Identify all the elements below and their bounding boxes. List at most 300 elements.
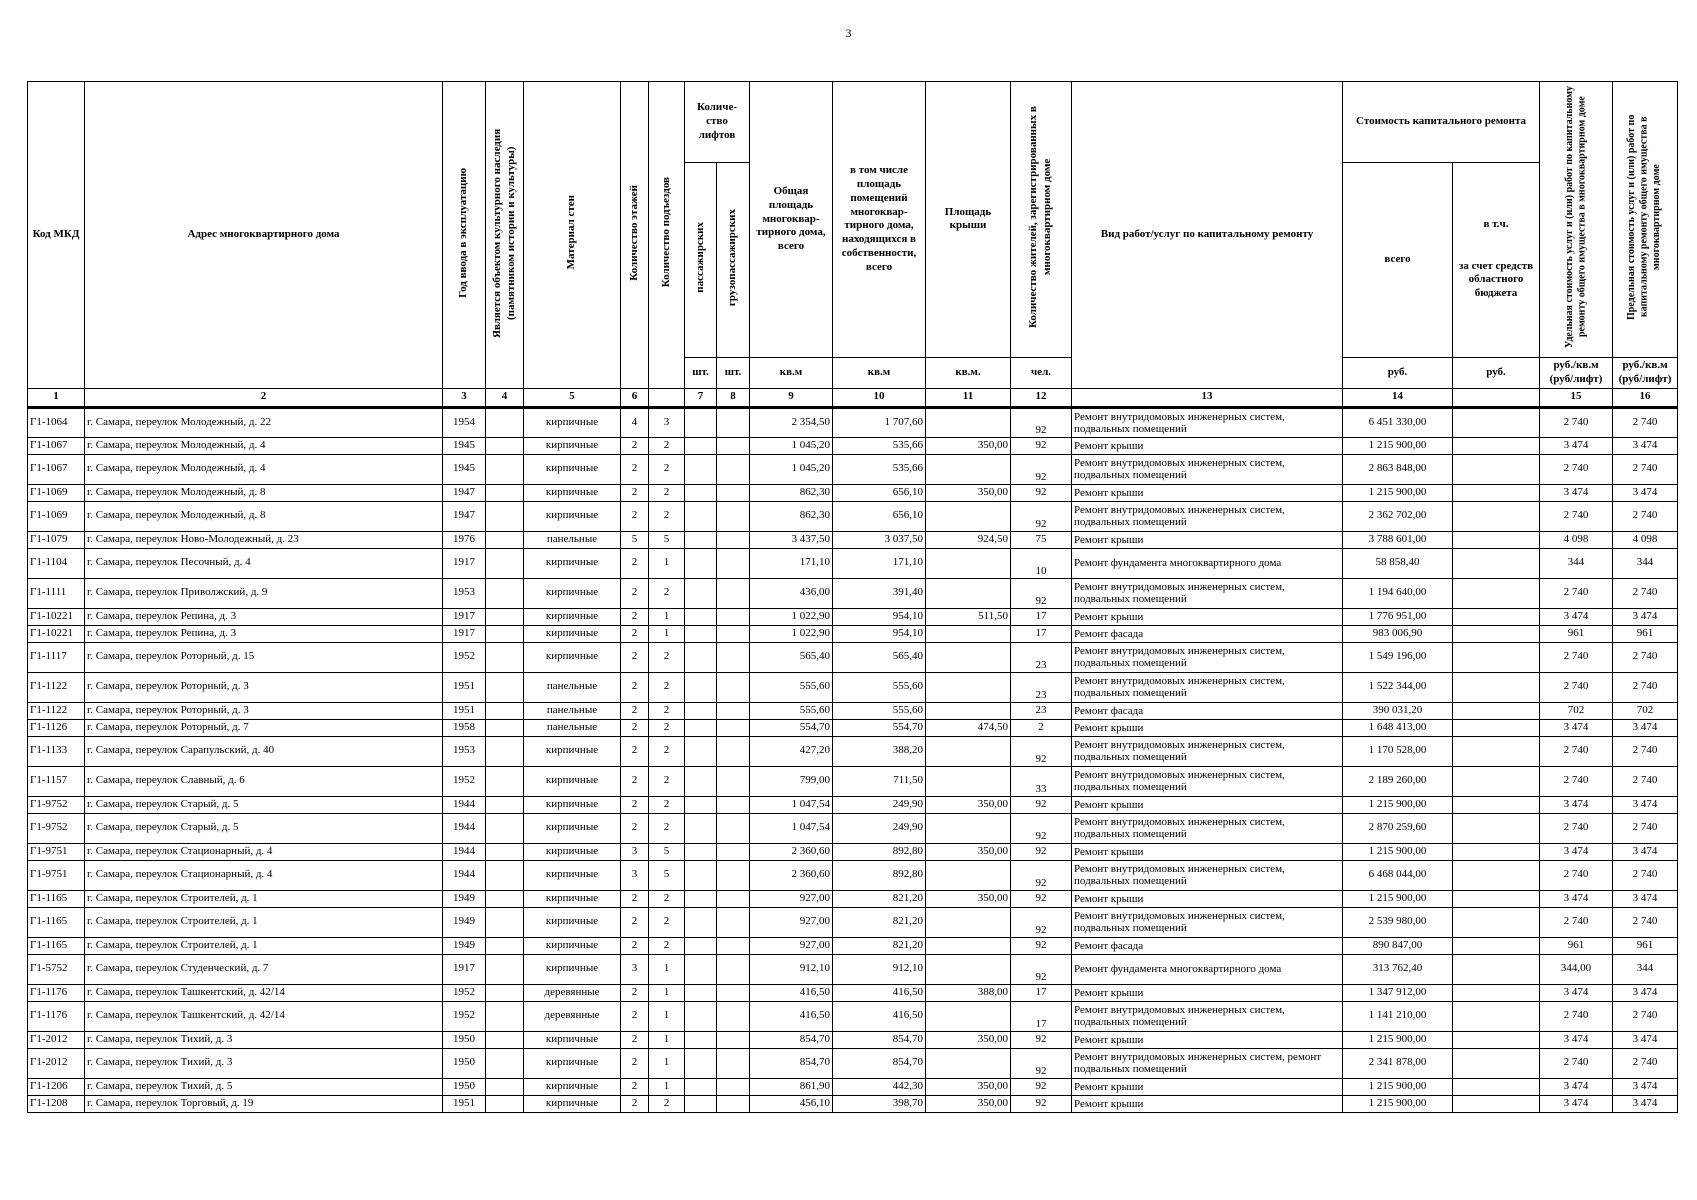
cell-lifts-cargo	[717, 736, 750, 766]
cell-year: 1944	[443, 796, 486, 813]
cell-entrances: 1	[649, 1078, 685, 1095]
cell-lifts-passenger	[685, 1001, 717, 1031]
cell-roof-area	[926, 860, 1011, 890]
table-row	[28, 608, 1678, 625]
cell-area-total: 2 360,60	[750, 843, 833, 860]
cell-lifts-cargo	[717, 454, 750, 484]
column-number: 1	[28, 388, 85, 407]
header-entrances: Количество подъездов	[649, 82, 685, 389]
cell-lifts-passenger	[685, 608, 717, 625]
cell-heritage	[486, 407, 524, 437]
cell-cost-regional	[1453, 907, 1540, 937]
cell-walls: деревянные	[524, 984, 621, 1001]
cell-walls: кирпичные	[524, 736, 621, 766]
cell-cost-total: 1 215 900,00	[1343, 843, 1453, 860]
cell-work-type: Ремонт фасада	[1072, 937, 1343, 954]
cell-residents: 92	[1011, 796, 1072, 813]
cell-cost-regional	[1453, 1031, 1540, 1048]
cell-address: г. Самара, переулок Ново-Молодежный, д. 23	[85, 531, 443, 548]
cell-residents: 92	[1011, 437, 1072, 454]
cell-code: Г1-1079	[28, 531, 85, 548]
cell-unit-cost: 3 474	[1540, 719, 1613, 736]
cell-roof-area: 474,50	[926, 719, 1011, 736]
cell-walls: кирпичные	[524, 1031, 621, 1048]
cell-max-cost: 702	[1613, 702, 1678, 719]
cell-lifts-passenger	[685, 672, 717, 702]
cell-roof-area	[926, 937, 1011, 954]
cell-address: г. Самара, переулок Славный, д. 6	[85, 766, 443, 796]
cell-walls: кирпичные	[524, 608, 621, 625]
column-number	[649, 388, 685, 407]
cell-residents: 92	[1011, 578, 1072, 608]
cell-floors: 2	[621, 672, 649, 702]
cell-entrances: 1	[649, 1048, 685, 1078]
cell-entrances: 3	[649, 407, 685, 437]
cell-max-cost: 3 474	[1613, 1095, 1678, 1112]
cell-roof-area	[926, 907, 1011, 937]
cell-year: 1954	[443, 407, 486, 437]
column-number	[1453, 388, 1540, 407]
cell-walls: панельные	[524, 672, 621, 702]
unit-roof-area: кв.м.	[926, 357, 1011, 388]
cell-area-owned: 912,10	[833, 954, 926, 984]
cell-residents: 17	[1011, 625, 1072, 642]
cell-unit-cost: 3 474	[1540, 843, 1613, 860]
cell-lifts-cargo	[717, 954, 750, 984]
cell-heritage	[486, 437, 524, 454]
cell-roof-area	[926, 736, 1011, 766]
cell-floors: 2	[621, 937, 649, 954]
cell-residents: 92	[1011, 813, 1072, 843]
column-number: 10	[833, 388, 926, 407]
column-number: 9	[750, 388, 833, 407]
cell-unit-cost: 2 740	[1540, 766, 1613, 796]
cell-year: 1951	[443, 1095, 486, 1112]
cell-lifts-passenger	[685, 766, 717, 796]
cell-work-type: Ремонт фундамента многоквартирного дома	[1072, 548, 1343, 578]
table-row	[28, 736, 1678, 766]
cell-area-owned: 388,20	[833, 736, 926, 766]
cell-lifts-passenger	[685, 736, 717, 766]
cell-residents: 17	[1011, 984, 1072, 1001]
cell-cost-regional	[1453, 860, 1540, 890]
cell-work-type: Ремонт крыши	[1072, 843, 1343, 860]
cell-entrances: 1	[649, 1001, 685, 1031]
cell-code: Г1-1067	[28, 454, 85, 484]
cell-work-type: Ремонт крыши	[1072, 608, 1343, 625]
cell-entrances: 5	[649, 843, 685, 860]
cell-walls: кирпичные	[524, 642, 621, 672]
unit-lifts-cargo: шт.	[717, 357, 750, 388]
cell-floors: 5	[621, 531, 649, 548]
cell-residents: 92	[1011, 501, 1072, 531]
cell-year: 1945	[443, 454, 486, 484]
cell-code: Г1-1122	[28, 672, 85, 702]
cell-heritage	[486, 984, 524, 1001]
cell-entrances: 2	[649, 672, 685, 702]
cell-heritage	[486, 1031, 524, 1048]
cell-area-owned: 1 707,60	[833, 407, 926, 437]
cell-entrances: 2	[649, 796, 685, 813]
cell-floors: 3	[621, 860, 649, 890]
table-row	[28, 702, 1678, 719]
cell-work-type: Ремонт фасада	[1072, 625, 1343, 642]
cell-walls: кирпичные	[524, 407, 621, 437]
cell-lifts-passenger	[685, 642, 717, 672]
cell-address: г. Самара, переулок Строителей, д. 1	[85, 907, 443, 937]
cell-heritage	[486, 937, 524, 954]
cell-roof-area	[926, 702, 1011, 719]
cell-roof-area	[926, 954, 1011, 984]
cell-work-type: Ремонт фундамента многоквартирного дома	[1072, 954, 1343, 984]
cell-roof-area: 388,00	[926, 984, 1011, 1001]
cell-walls: кирпичные	[524, 1078, 621, 1095]
cell-address: г. Самара, переулок Студенческий, д. 7	[85, 954, 443, 984]
cell-code: Г1-2012	[28, 1031, 85, 1048]
unit-cost-regional: руб.	[1453, 357, 1540, 388]
cell-roof-area: 350,00	[926, 437, 1011, 454]
cell-residents: 10	[1011, 548, 1072, 578]
cell-area-total: 436,00	[750, 578, 833, 608]
cell-max-cost: 2 740	[1613, 1001, 1678, 1031]
cell-unit-cost: 3 474	[1540, 484, 1613, 501]
cell-cost-total: 1 522 344,00	[1343, 672, 1453, 702]
header-max-cost: Предельная стоимость услуг и (или) работ по капитальному ремонту общего имущества в многоквартирном доме	[1613, 82, 1678, 358]
cell-roof-area: 350,00	[926, 484, 1011, 501]
column-number: 6	[621, 388, 649, 407]
cell-residents: 23	[1011, 702, 1072, 719]
cell-residents: 23	[1011, 642, 1072, 672]
cell-lifts-passenger	[685, 454, 717, 484]
unit-lifts-passenger: шт.	[685, 357, 717, 388]
cell-unit-cost: 961	[1540, 937, 1613, 954]
cell-lifts-cargo	[717, 531, 750, 548]
cell-lifts-cargo	[717, 890, 750, 907]
cell-cost-regional	[1453, 736, 1540, 766]
cell-year: 1951	[443, 672, 486, 702]
cell-address: г. Самара, переулок Строителей, д. 1	[85, 890, 443, 907]
cell-cost-total: 2 870 259,60	[1343, 813, 1453, 843]
cell-lifts-cargo	[717, 719, 750, 736]
cell-floors: 2	[621, 907, 649, 937]
cell-cost-regional	[1453, 766, 1540, 796]
cell-entrances: 1	[649, 625, 685, 642]
cell-year: 1950	[443, 1031, 486, 1048]
cell-address: г. Самара, переулок Строителей, д. 1	[85, 937, 443, 954]
cell-area-owned: 554,70	[833, 719, 926, 736]
cell-unit-cost: 3 474	[1540, 984, 1613, 1001]
cell-code: Г1-1176	[28, 1001, 85, 1031]
cell-lifts-cargo	[717, 672, 750, 702]
cell-area-owned: 391,40	[833, 578, 926, 608]
cell-heritage	[486, 796, 524, 813]
cell-entrances: 5	[649, 860, 685, 890]
header-cost-regional-label: за счет средств областного бюджета	[1458, 259, 1534, 300]
cell-residents: 92	[1011, 907, 1072, 937]
cell-area-owned: 535,66	[833, 454, 926, 484]
cell-unit-cost: 2 740	[1540, 1001, 1613, 1031]
cell-code: Г1-1067	[28, 437, 85, 454]
page-number: 3	[845, 26, 852, 40]
table-row	[28, 454, 1678, 484]
cell-cost-regional	[1453, 954, 1540, 984]
unit-cost-total: руб.	[1343, 357, 1453, 388]
cell-walls: кирпичные	[524, 907, 621, 937]
cell-lifts-passenger	[685, 1031, 717, 1048]
cell-lifts-cargo	[717, 796, 750, 813]
cell-area-owned: 555,60	[833, 672, 926, 702]
cell-entrances: 2	[649, 736, 685, 766]
cell-year: 1953	[443, 578, 486, 608]
cell-cost-total: 983 006,90	[1343, 625, 1453, 642]
cell-unit-cost: 2 740	[1540, 454, 1613, 484]
column-number: 4	[486, 388, 524, 407]
cell-area-owned: 416,50	[833, 1001, 926, 1031]
cell-work-type: Ремонт внутридомовых инженерных систем, подвальных помещений	[1072, 454, 1343, 484]
table-row	[28, 501, 1678, 531]
cell-unit-cost: 961	[1540, 625, 1613, 642]
cell-residents: 92	[1011, 1095, 1072, 1112]
cell-area-total: 416,50	[750, 1001, 833, 1031]
cell-lifts-cargo	[717, 548, 750, 578]
cell-year: 1945	[443, 437, 486, 454]
cell-area-total: 554,70	[750, 719, 833, 736]
cell-code: Г1-1117	[28, 642, 85, 672]
cell-year: 1949	[443, 890, 486, 907]
cell-code: Г1-1157	[28, 766, 85, 796]
cell-residents: 92	[1011, 484, 1072, 501]
cell-max-cost: 2 740	[1613, 766, 1678, 796]
cell-area-owned: 892,80	[833, 860, 926, 890]
cell-code: Г1-9752	[28, 796, 85, 813]
cell-unit-cost: 3 474	[1540, 796, 1613, 813]
cell-area-owned: 3 037,50	[833, 531, 926, 548]
cell-year: 1944	[443, 860, 486, 890]
cell-address: г. Самара, переулок Молодежный, д. 4	[85, 454, 443, 484]
cell-lifts-cargo	[717, 501, 750, 531]
cell-work-type: Ремонт крыши	[1072, 531, 1343, 548]
cell-work-type: Ремонт внутридомовых инженерных систем, подвальных помещений	[1072, 860, 1343, 890]
cell-walls: панельные	[524, 531, 621, 548]
cell-unit-cost: 702	[1540, 702, 1613, 719]
cell-max-cost: 2 740	[1613, 907, 1678, 937]
cell-unit-cost: 3 474	[1540, 1031, 1613, 1048]
header-walls: Материал стен	[524, 82, 621, 389]
cell-work-type: Ремонт крыши	[1072, 1095, 1343, 1112]
cell-area-total: 555,60	[750, 702, 833, 719]
header-residents: Количество жителей, зарегистрированных в многоквартирном доме	[1011, 82, 1072, 358]
cell-cost-regional	[1453, 719, 1540, 736]
cell-area-total: 3 437,50	[750, 531, 833, 548]
cell-floors: 2	[621, 1078, 649, 1095]
cell-lifts-passenger	[685, 1095, 717, 1112]
cell-area-owned: 442,30	[833, 1078, 926, 1095]
cell-code: Г1-1064	[28, 407, 85, 437]
cell-heritage	[486, 625, 524, 642]
table-row	[28, 1031, 1678, 1048]
table-row	[28, 484, 1678, 501]
cell-year: 1917	[443, 548, 486, 578]
cell-walls: кирпичные	[524, 766, 621, 796]
cell-max-cost: 961	[1613, 937, 1678, 954]
cell-cost-total: 1 141 210,00	[1343, 1001, 1453, 1031]
cell-max-cost: 2 740	[1613, 501, 1678, 531]
cell-residents: 92	[1011, 407, 1072, 437]
cell-address: г. Самара, переулок Роторный, д. 7	[85, 719, 443, 736]
cell-area-owned: 854,70	[833, 1031, 926, 1048]
cell-entrances: 2	[649, 484, 685, 501]
cell-address: г. Самара, переулок Стационарный, д. 4	[85, 843, 443, 860]
capital-repair-register-table	[27, 81, 1678, 1113]
cell-lifts-passenger	[685, 548, 717, 578]
cell-roof-area	[926, 766, 1011, 796]
cell-walls: кирпичные	[524, 548, 621, 578]
cell-address: г. Самара, переулок Тихий, д. 3	[85, 1031, 443, 1048]
cell-address: г. Самара, переулок Старый, д. 5	[85, 813, 443, 843]
cell-lifts-passenger	[685, 1048, 717, 1078]
cell-roof-area	[926, 548, 1011, 578]
cell-year: 1944	[443, 843, 486, 860]
cell-cost-regional	[1453, 672, 1540, 702]
cell-walls: кирпичные	[524, 890, 621, 907]
cell-walls: кирпичные	[524, 625, 621, 642]
table-row	[28, 642, 1678, 672]
cell-unit-cost: 2 740	[1540, 578, 1613, 608]
cell-floors: 2	[621, 501, 649, 531]
cell-roof-area	[926, 672, 1011, 702]
cell-cost-total: 2 341 878,00	[1343, 1048, 1453, 1078]
cell-roof-area: 511,50	[926, 608, 1011, 625]
cell-lifts-passenger	[685, 484, 717, 501]
cell-floors: 2	[621, 454, 649, 484]
cell-address: г. Самара, переулок Песочный, д. 4	[85, 548, 443, 578]
table-row	[28, 548, 1678, 578]
cell-year: 1950	[443, 1078, 486, 1095]
column-number: 2	[85, 388, 443, 407]
cell-address: г. Самара, переулок Роторный, д. 3	[85, 672, 443, 702]
header-lifts-cargo: грузопассажирских	[717, 162, 750, 357]
header-address: Адрес многоквартирного дома	[85, 82, 443, 389]
cell-year: 1917	[443, 954, 486, 984]
column-number: 5	[524, 388, 621, 407]
cell-code: Г1-10221	[28, 625, 85, 642]
cell-heritage	[486, 702, 524, 719]
cell-entrances: 2	[649, 1095, 685, 1112]
cell-floors: 2	[621, 484, 649, 501]
column-number: 14	[1343, 388, 1453, 407]
cell-year: 1952	[443, 642, 486, 672]
cell-max-cost: 3 474	[1613, 843, 1678, 860]
cell-heritage	[486, 501, 524, 531]
cell-floors: 2	[621, 642, 649, 672]
column-number: 12	[1011, 388, 1072, 407]
cell-cost-total: 58 858,40	[1343, 548, 1453, 578]
cell-work-type: Ремонт крыши	[1072, 796, 1343, 813]
cell-lifts-passenger	[685, 501, 717, 531]
cell-unit-cost: 3 474	[1540, 608, 1613, 625]
cell-heritage	[486, 813, 524, 843]
cell-work-type: Ремонт фасада	[1072, 702, 1343, 719]
cell-unit-cost: 2 740	[1540, 407, 1613, 437]
cell-year: 1976	[443, 531, 486, 548]
cell-entrances: 2	[649, 437, 685, 454]
cell-max-cost: 2 740	[1613, 454, 1678, 484]
cell-floors: 2	[621, 1095, 649, 1112]
cell-address: г. Самара, переулок Молодежный, д. 8	[85, 501, 443, 531]
cell-area-owned: 171,10	[833, 548, 926, 578]
cell-lifts-cargo	[717, 608, 750, 625]
cell-area-owned: 821,20	[833, 907, 926, 937]
cell-walls: кирпичные	[524, 1048, 621, 1078]
cell-area-total: 1 045,20	[750, 437, 833, 454]
cell-cost-total: 1 170 528,00	[1343, 736, 1453, 766]
cell-unit-cost: 2 740	[1540, 860, 1613, 890]
cell-floors: 2	[621, 719, 649, 736]
cell-residents: 92	[1011, 1048, 1072, 1078]
table-row	[28, 796, 1678, 813]
cell-walls: кирпичные	[524, 860, 621, 890]
cell-floors: 3	[621, 843, 649, 860]
cell-max-cost: 3 474	[1613, 484, 1678, 501]
cell-cost-regional	[1453, 984, 1540, 1001]
cell-code: Г1-1069	[28, 501, 85, 531]
cell-year: 1953	[443, 736, 486, 766]
header-floors: Количество этажей	[621, 82, 649, 389]
cell-cost-total: 3 788 601,00	[1343, 531, 1453, 548]
cell-roof-area	[926, 1048, 1011, 1078]
cell-area-total: 171,10	[750, 548, 833, 578]
cell-lifts-cargo	[717, 1031, 750, 1048]
cell-cost-regional	[1453, 1078, 1540, 1095]
column-number: 7	[685, 388, 717, 407]
cell-walls: кирпичные	[524, 813, 621, 843]
cell-entrances: 5	[649, 531, 685, 548]
cell-residents: 92	[1011, 1031, 1072, 1048]
table-row	[28, 843, 1678, 860]
cell-floors: 2	[621, 548, 649, 578]
cell-unit-cost: 2 740	[1540, 642, 1613, 672]
cell-lifts-passenger	[685, 860, 717, 890]
cell-cost-total: 2 863 848,00	[1343, 454, 1453, 484]
cell-max-cost: 3 474	[1613, 984, 1678, 1001]
cell-lifts-cargo	[717, 937, 750, 954]
cell-residents: 92	[1011, 937, 1072, 954]
cell-heritage	[486, 531, 524, 548]
cell-cost-regional	[1453, 531, 1540, 548]
cell-roof-area: 350,00	[926, 843, 1011, 860]
cell-code: Г1-1111	[28, 578, 85, 608]
cell-cost-total: 890 847,00	[1343, 937, 1453, 954]
cell-heritage	[486, 736, 524, 766]
cell-heritage	[486, 548, 524, 578]
cell-heritage	[486, 860, 524, 890]
cell-max-cost: 344	[1613, 548, 1678, 578]
cell-cost-total: 1 215 900,00	[1343, 890, 1453, 907]
cell-area-owned: 535,66	[833, 437, 926, 454]
cell-max-cost: 3 474	[1613, 890, 1678, 907]
cell-cost-regional	[1453, 548, 1540, 578]
table-row	[28, 531, 1678, 548]
column-number-row	[28, 388, 1678, 407]
cell-heritage	[486, 1095, 524, 1112]
cell-area-total: 861,90	[750, 1078, 833, 1095]
cell-cost-total: 1 194 640,00	[1343, 578, 1453, 608]
cell-address: г. Самара, переулок Тихий, д. 3	[85, 1048, 443, 1078]
header-cost-incl: в т.ч.	[1483, 218, 1509, 231]
cell-lifts-passenger	[685, 702, 717, 719]
cell-address: г. Самара, переулок Торговый, д. 19	[85, 1095, 443, 1112]
cell-cost-regional	[1453, 625, 1540, 642]
